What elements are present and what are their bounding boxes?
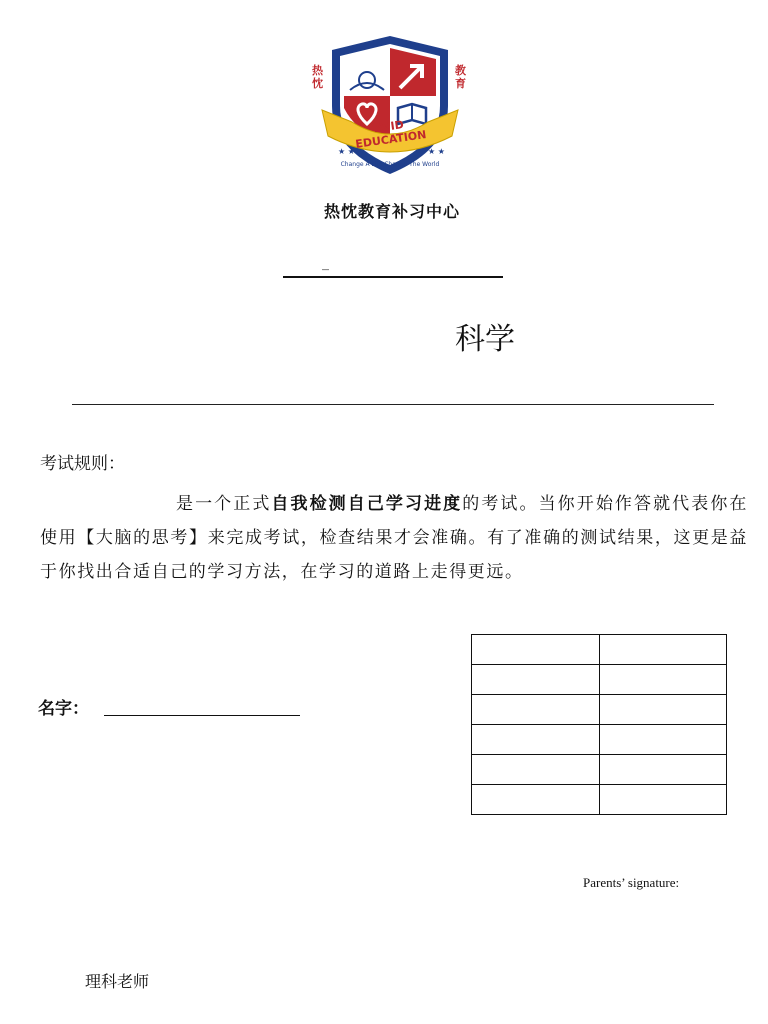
score-table-cell[interactable] [472,755,600,785]
logo-right-text: 教育 [455,64,466,90]
score-table [471,634,727,815]
score-table-cell[interactable] [599,665,727,695]
divider-line [72,404,714,405]
logo-arc-text: Change A Life Change The World [340,161,440,168]
rules-text-before: 是一个正式 [176,494,272,514]
school-logo [300,28,480,188]
score-table-row [472,635,727,665]
logo-left-text: 热忱 [312,64,323,90]
rules-text-after: 的考试。当你开始作答就代表你在使用【大脑的思考】来完成考试，检查结果才会准确。有了准确的测试结果，这更是益于你找出合适自己的学习方法，在学习的道路上走得更远。 [40,494,749,582]
svg-text:★ ★: ★ ★ [338,147,355,156]
score-table-cell[interactable] [599,785,727,815]
center-name: 热忱教育补习中心 [323,202,460,221]
score-table-cell[interactable] [472,695,600,725]
score-table-row [472,725,727,755]
score-table-cell[interactable] [472,725,600,755]
rules-paragraph [40,487,748,589]
score-table-row [472,755,727,785]
exam-title-dash: _ [322,255,329,271]
score-table-cell[interactable] [599,635,727,665]
subject-title: 科学 [455,322,515,357]
score-table-cell[interactable] [599,695,727,725]
name-label: 名字： [38,699,89,719]
score-table-cell[interactable] [472,665,600,695]
logo-banner-text: AVID EDUCATION [354,118,428,151]
score-table-row [472,695,727,725]
score-table-row [472,665,727,695]
teacher-label: 理科老师 [85,972,150,991]
score-table-body [472,635,727,815]
score-table-row [472,785,727,815]
name-field-line[interactable] [104,715,300,716]
score-table-cell[interactable] [599,725,727,755]
exam-title-line [283,276,503,278]
rules-title: 考试规则： [40,454,125,474]
rules-text-bold: 自我检测自己学习进度 [271,494,463,514]
score-table-cell[interactable] [599,755,727,785]
score-table-cell[interactable] [472,635,600,665]
score-table-cell[interactable] [472,785,600,815]
parents-signature-label: Parents’ signature: [583,875,680,890]
svg-text:★ ★: ★ ★ [428,147,445,156]
